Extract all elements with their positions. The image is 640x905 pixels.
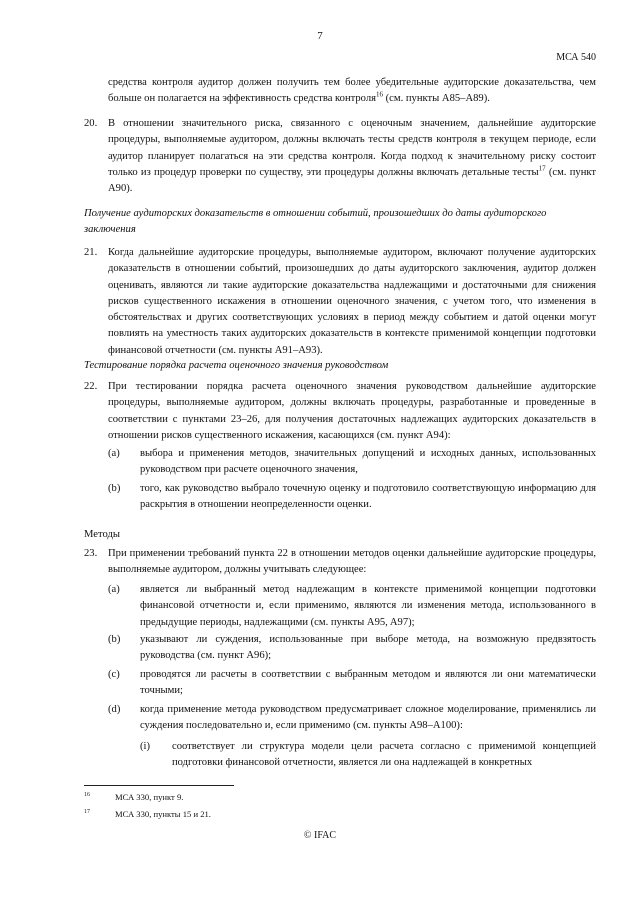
page-number: 7 bbox=[317, 30, 323, 42]
list-item-label: (a) bbox=[108, 584, 120, 595]
section-heading-methods: Методы bbox=[84, 529, 120, 540]
paragraph-23-number: 23. bbox=[84, 548, 98, 559]
section-heading-events: Получение аудиторских доказательств в отношении событий, произошедших до даты аудиторского заключения bbox=[84, 208, 547, 236]
list-item-text: выбора и применения методов, значительных допущений и исходных данных, использованных руководством при расчете оценочного значения, bbox=[140, 448, 596, 476]
footnote-ref-17: 17 bbox=[538, 164, 546, 173]
list-item-text: является ли выбранный метод надлежащим в контексте применимой концепции подготовки финансовой отчетности и, если применимо, являются ли изменения метода, использованного в предыдущие периоды, надлежащими (см. пункты A95, A97); bbox=[140, 584, 596, 628]
footnote-separator bbox=[84, 785, 234, 786]
paragraph-22-text: При тестировании порядка расчета оценочного значения руководством дальнейшие аудиторские процедуры, выполняемые аудитором, должны включать процедуры, разработанные и проведенные в соответствии с пунктами 23–26, для получения достаточных надлежащих аудиторских доказательств в отношении рисков существенного искажения, касающихся (см. пункт A94): bbox=[108, 381, 596, 441]
sub-item-label: (i) bbox=[140, 741, 150, 752]
intro-text: средства контроля аудитор должен получить тем более убедительные аудиторские доказательства, чем больше он полагается на эффективность средства контроля bbox=[108, 77, 596, 105]
paragraph-20-tail: (см. пункт A90). bbox=[108, 166, 596, 195]
paragraph-20-number: 20. bbox=[84, 118, 98, 129]
list-item-label: (b) bbox=[108, 634, 121, 645]
paragraph-21-number: 21. bbox=[84, 247, 98, 258]
paragraph-22-number: 22. bbox=[84, 381, 98, 392]
intro-tail: (см. пункты A85–A89). bbox=[383, 93, 490, 105]
list-item-label: (a) bbox=[108, 448, 120, 459]
paragraph-21-text: Когда дальнейшие аудиторские процедуры, выполняемые аудитором, включают получение аудиторских доказательств в отношении событий, произошедших до даты аудиторского заключения, аудитор должен оценивать, являются ли такие аудиторские доказательства надлежащими и достаточными для снижения рисков существенного искажения в отношении оценочного значения, с учетом того, что изменения в обстоятельствах и других соответствующих условиях в период между событием и датой оценки могут повлиять на уместность таких аудиторских доказательств в контексте применимой концепции подготовки финансовой отчетности (см. пункты A91–A93). bbox=[108, 247, 596, 356]
paragraph-20 bbox=[108, 116, 596, 197]
intro-paragraph bbox=[108, 75, 596, 108]
list-item-text: когда применение метода руководством предусматривает сложное моделирование, применялись ли суждения последовательно и, если применимо (см. пункты A98–A100): bbox=[140, 704, 596, 732]
section-heading-testing: Тестирование порядка расчета оценочного значения руководством bbox=[84, 360, 389, 371]
list-item-label: (b) bbox=[108, 483, 121, 494]
footnote-ref-16: 16 bbox=[376, 90, 383, 99]
list-item-label: (d) bbox=[108, 704, 121, 715]
footnote-17-text: МСА 330, пункты 15 и 21. bbox=[115, 809, 211, 819]
footnote-16-text: МСА 330, пункт 9. bbox=[115, 792, 184, 802]
sub-item-text: соответствует ли структура модели цели расчета согласно с применимой концепцией подготовки финансовой отчетности, является ли она надлежащей в конкретных bbox=[172, 741, 596, 769]
list-item-text: указывают ли суждения, использованные при выборе метода, на возможную предвзятость руководства (см. пункт A96); bbox=[140, 634, 596, 662]
paragraph-23-text: При применении требований пункта 22 в отношении методов оценки дальнейшие аудиторские процедуры, выполняемые аудитором, должны учитывать следующее: bbox=[108, 548, 596, 576]
list-item-text: проводятся ли расчеты в соответствии с выбранным методом и являются ли они математически точными; bbox=[140, 669, 596, 697]
paragraph-20-text: В отношении значительного риска, связанного с оценочным значением, дальнейшие аудиторские процедуры, выполняемые аудитором, должны включать тесты средств контроля в текущем периоде, если аудитор планирует полагаться на эти средства контроля. Когда подход к значительному риску состоит только из процедур проверки по существу, эти процедуры должны включать детальные тесты bbox=[108, 118, 596, 178]
copyright-footer: © IFAC bbox=[303, 830, 337, 841]
standard-reference: МСА 540 bbox=[556, 52, 596, 63]
footnote-17-number: 17 bbox=[84, 809, 90, 816]
footnote-16-number: 16 bbox=[84, 792, 90, 799]
list-item-text: того, как руководство выбрало точечную оценку и подготовило соответствующую информацию для раскрытия в отношении неопределенности оценки. bbox=[140, 483, 596, 511]
list-item-label: (c) bbox=[108, 669, 120, 680]
